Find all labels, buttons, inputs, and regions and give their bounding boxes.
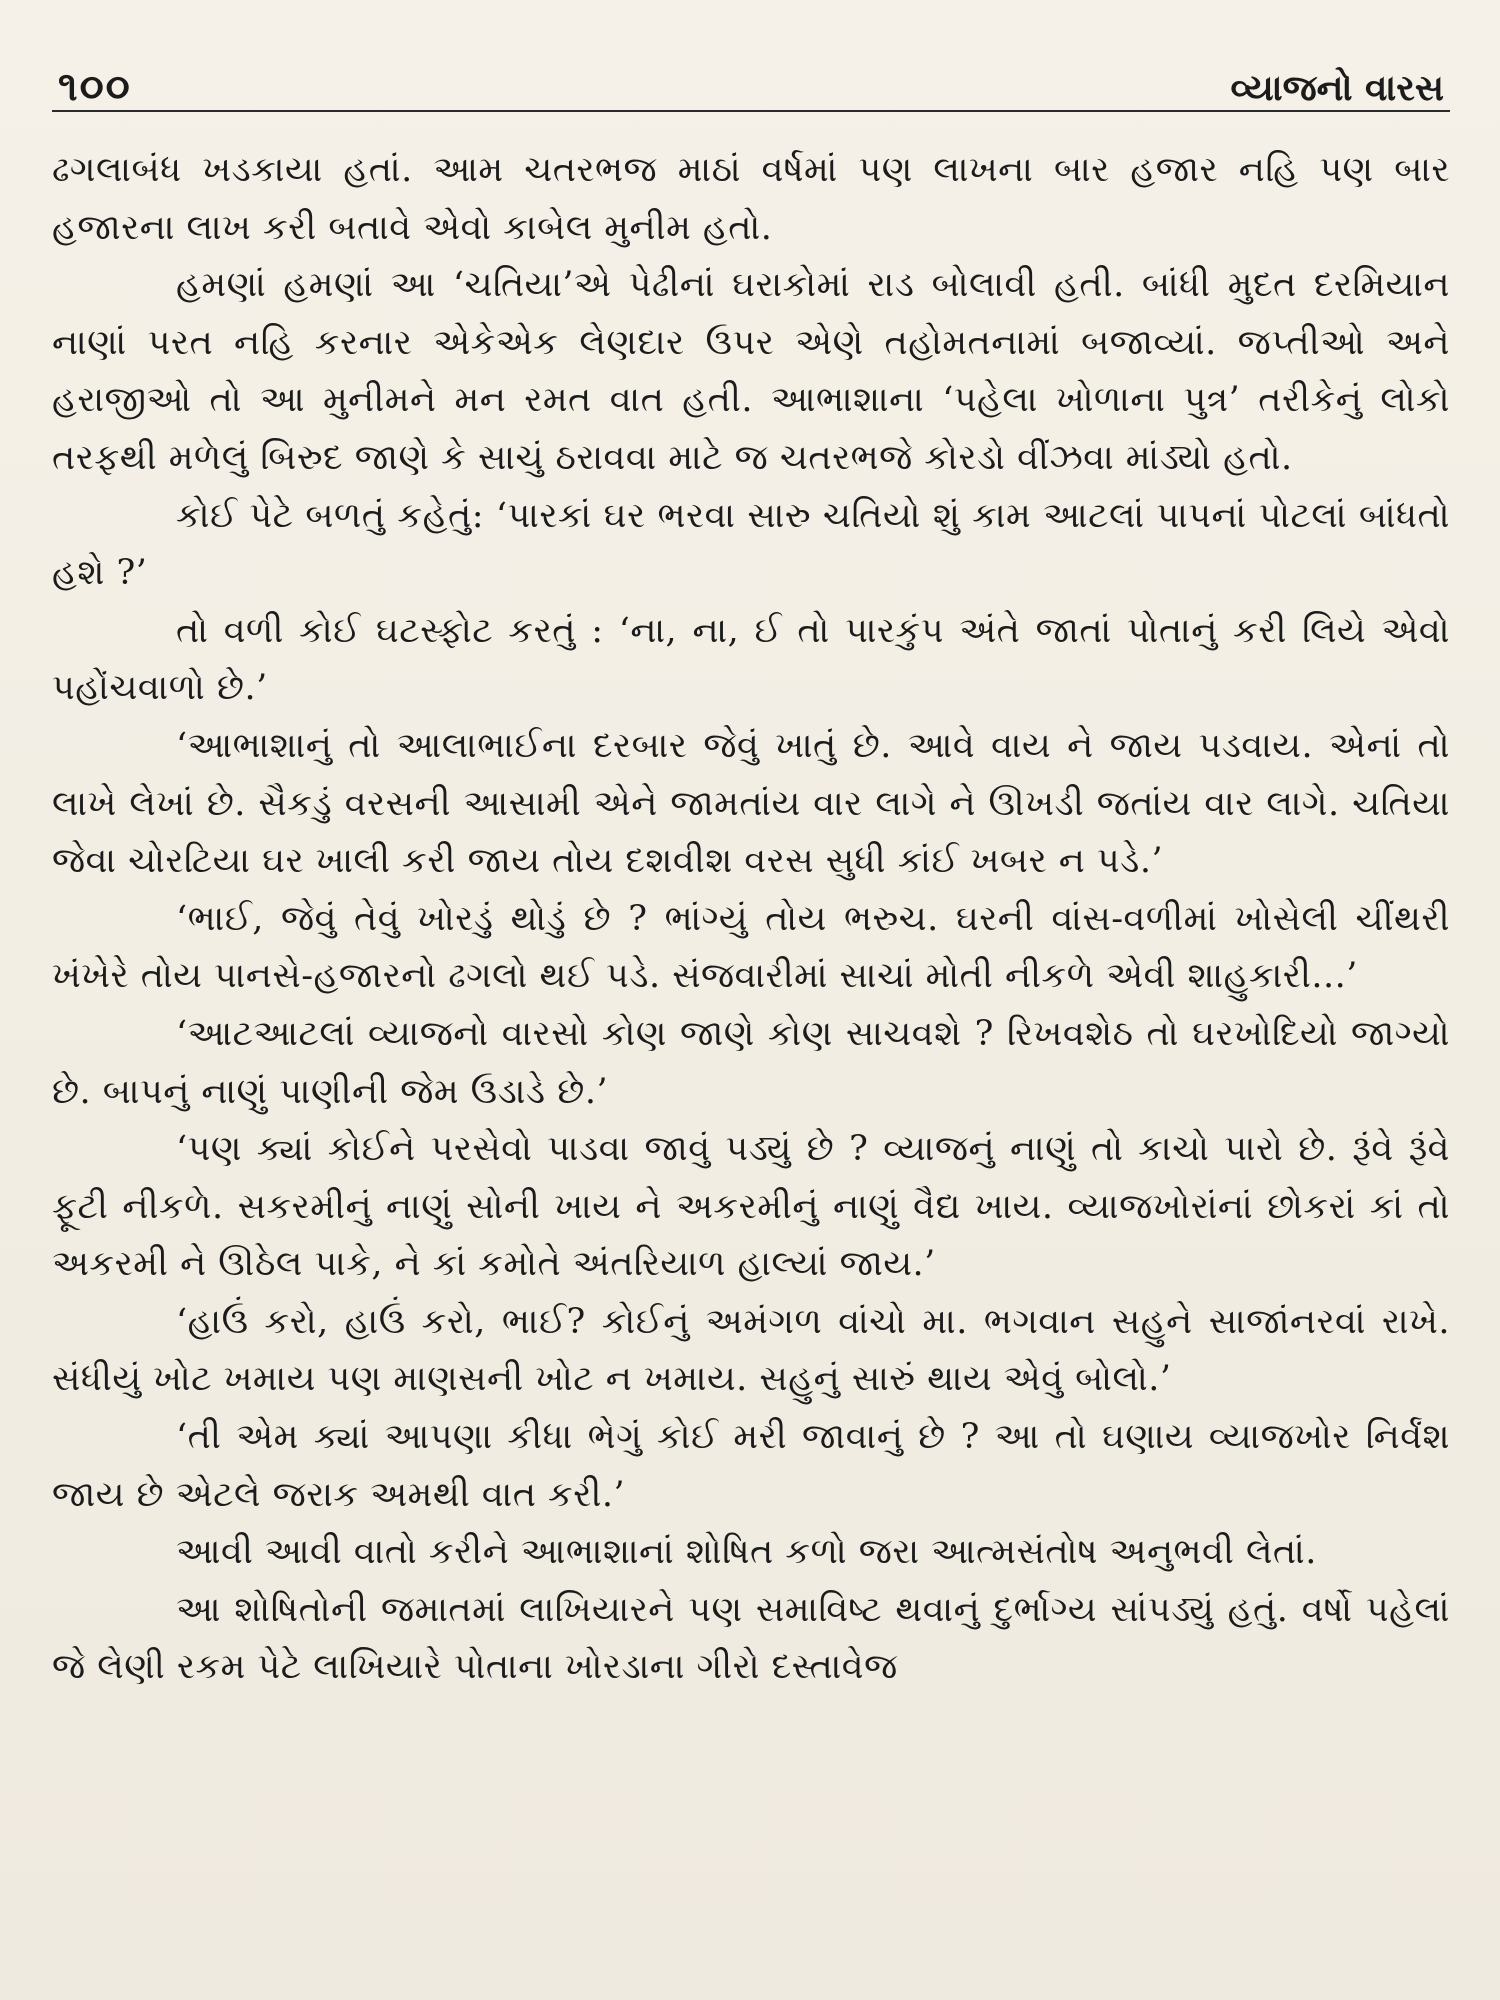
paragraph: આવી આવી વાતો કરીને આભાશાનાં શોષિત કળો જરા આત્મસંતોષ અનુભવી લેતાં. [176,1532,1317,1573]
paragraph: તો વળી કોઈ ઘટસ્ફોટ કરતું : ‘ના, ના, ઈ તો પારકુંપ અંતે જાતાં પોતાનું કરી લિયે એવો પહોંચવાળો છે.’ [52,610,1450,709]
paragraph: ‘હાઉં કરો, હાઉં કરો, ભાઈ? કોઈનું અમંગળ વાંચો મા. ભગવાન સહુને સાજાંનરવાં રાખે. સંધીયું ખોટ ખમાય પણ માણસની ખોટ ન ખમાય. સહુનું સારું થાય એવું બોલો.’ [52,1301,1450,1400]
paragraph: ‘ભાઈ, જેવું તેવું ખોરડું થોડું છે ? ભાંગ્યું તોય ભરુચ. ઘરની વાંસ-વળીમાં ખોસેલી ચીંથરી ખંખેરે તોય પાનસે-હજારનો ઢગલો થઈ પડે. સંજવારીમાં સાચાં મોતી નીકળે એવી શાહુકારી...’ [52,898,1450,997]
paragraph: આ શોષિતોની જમાતમાં લાખિયારને પણ સમાવિષ્ટ થવાનું દુર્ભાગ્ય સાંપડ્યું હતું. વર્ષો પહેલાં જે લેણી રકમ પેટે લાખિયારે પોતાના ખોરડાના ગીરો દસ્તાવેજ [52,1589,1450,1688]
page-header [52,40,1450,112]
paragraph: કોઈ પેટે બળતું કહેતું: ‘પારકાં ઘર ભરવા સારુ ચતિયો શું કામ આટલાં પાપનાં પોટલાં બાંધતો હશે ?’ [52,495,1450,594]
page-number: ૧૦૦ [58,63,132,110]
paragraph: ‘પણ ક્યાં કોઈને પરસેવો પાડવા જાવું પડ્યું છે ? વ્યાજનું નાણું તો કાચો પારો છે. રૂંવે રૂંવે ફૂટી નીકળે. સકરમીનું નાણું સોની ખાય ને અકરમીનું નાણું વૈદ્ય ખાય. વ્યાજખોરાંનાં છોકરાં કાં તો અકરમી ને ઊઠેલ પાકે, ને કાં કમોતે અંતરિયાળ હાલ્યાં જાય.’ [52,1129,1450,1285]
paragraph: ‘આટઆટલાં વ્યાજનો વારસો કોણ જાણે કોણ સાચવશે ? રિખવશેઠ તો ઘરખોદિયો જાગ્યો છે. બાપનું નાણું પાણીની જેમ ઉડાડે છે.’ [52,1013,1450,1112]
paragraph: ‘આભાશાનું તો આલાભાઈના દરબાર જેવું ખાતું છે. આવે વાય ને જાય પડવાય. એનાં તો લાખે લેખાં છે. સૈકડું વરસની આસામી એને જામતાંય વાર લાગે ને ઊખડી જતાંય વાર લાગે. ચતિયા જેવા ચોરટિયા ઘર ખાલી કરી જાય તોય દશવીશ વરસ સુધી કાંઈ ખબર ન પડે.’ [52,725,1450,882]
paragraph: ઢગલાબંધ ખડકાયા હતાં. આમ ચતરભજ માઠાં વર્ષમાં પણ લાખના બાર હજાર નહિ પણ બાર હજારના લાખ કરી બતાવે એવો કાબેલ મુનીમ હતો. [52,150,1450,248]
paragraph: હમણાં હમણાં આ ‘ચતિયા’એ પેઢીનાં ઘરાકોમાં રાડ બોલાવી હતી. બાંધી મુદત દરમિયાન નાણાં પરત નહિ કરનાર એકેએક લેણદાર ઉપર એણે તહોમતનામાં બજાવ્યાં. જપ્તીઓ અને હરાજીઓ તો આ મુનીમને મન રમત વાત હતી. આભાશાના ‘પહેલા ખોળાના પુત્ર’ તરીકેનું લોકો તરફથી મળેલું બિરુદ જાણે કે સાચું ઠરાવવા માટે જ ચતરભજે કોરડો વીંઝવા માંડ્યો હતો. [52,265,1450,478]
body-text [52,142,1450,1697]
paragraph: ‘તી એમ ક્યાં આપણા કીધા ભેગું કોઈ મરી જાવાનું છે ? આ તો ઘણાય વ્યાજખોર નિર્વંશ જાય છે એટલે જરાક અમથી વાત કરી.’ [52,1417,1450,1515]
running-title: વ્યાજનો વારસ [1230,67,1444,109]
